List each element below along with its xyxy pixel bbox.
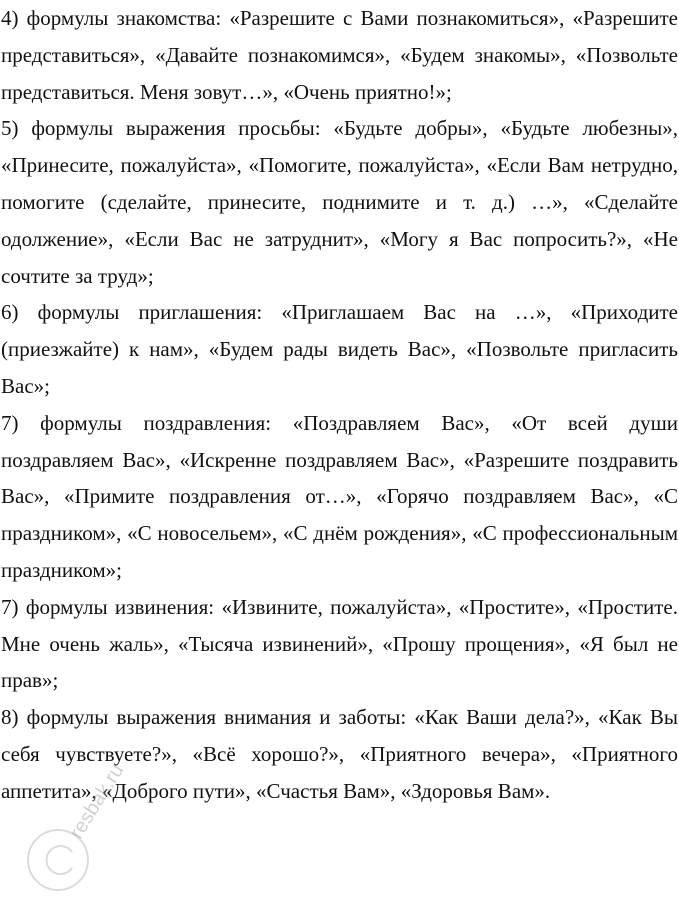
list-item-congratulation: 7) формулы поздравления: «Поздравляем Вас», «От всей души поздравляем Вас», «Искренне поздравляем Вас», «Разрешите поздравить Вас», «Примите поздравления от…», «Горячо поздравляем Вас», «С праздником», «С новосельем», «С днём рождения», «С профессиональным праздником»; [1, 410, 678, 582]
list-item-request: 5) формулы выражения просьбы: «Будьте добры», «Будьте любезны», «Принесите, пожалуйста», «Помогите, пожалуйста», «Если Вам нетрудно, помогите (сделайте, принесите, поднимите и т. д.) …», «Сделайте одолжение», «Если Вас не затруднит», «Могу я Вас попросить?», «Не сочтите за труд»; [1, 116, 678, 288]
document-page [1, 0, 678, 810]
list-item-apology: 7) формулы извинения: «Извините, пожалуйста», «Простите», «Простите. Мне очень жаль», «Тысяча извинений», «Прошу прощения», «Я был не прав»; [1, 594, 678, 693]
svg-text:resbak.ru: resbak.ru [65, 760, 129, 843]
list-item-invitation: 6) формулы приглашения: «Приглашаем Вас на …», «Приходите (приезжайте) к нам», «Будем рады видеть Вас», «Позвольте пригласить Вас»; [1, 300, 678, 398]
list-item-acquaintance: 4) формулы знакомства: «Разрешите с Вами познакомиться», «Разрешите представиться», «Давайте познакомимся», «Будем знакомы», «Позвольте представиться. Меня зовут…», «Очень приятно!»; [1, 6, 678, 104]
list-item-attention-care: 8) формулы выражения внимания и заботы: «Как Ваши дела?», «Как Вы себя чувствуете?», «Всё хорошо?», «Приятного вечера», «Приятного аппетита», «Доброго пути», «Счастья Вам», «Здоровья Вам». [1, 705, 678, 803]
